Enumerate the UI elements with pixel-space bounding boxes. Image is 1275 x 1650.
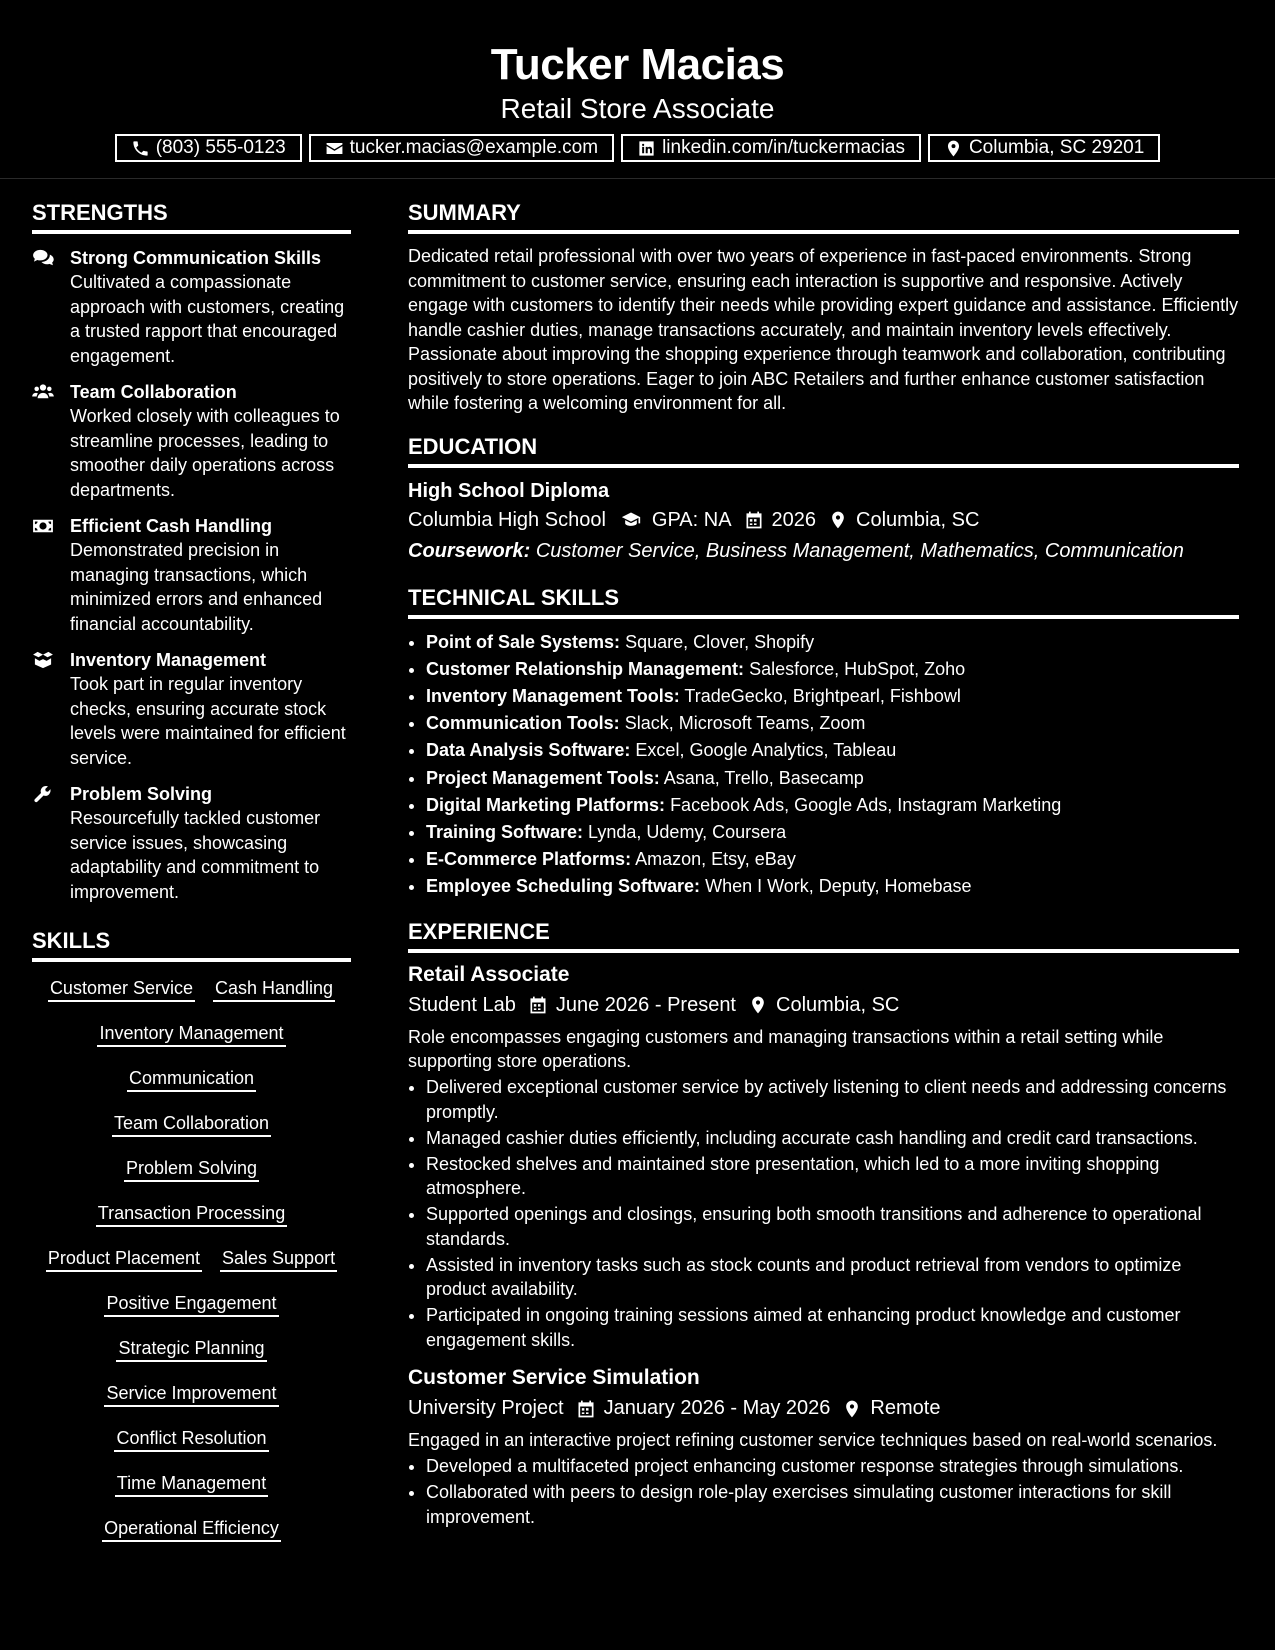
comments-icon <box>32 249 54 267</box>
experience-entry <box>408 963 1239 1353</box>
education-coursework <box>408 540 1239 563</box>
skill-tag: Conflict Resolution <box>114 1426 268 1452</box>
contact-location <box>928 134 1160 162</box>
tech-skill-value: Slack, Microsoft Teams, Zoom <box>624 713 866 734</box>
job-bullets <box>408 1075 1239 1352</box>
job-bullets <box>408 1454 1239 1529</box>
experience-entry <box>408 1366 1239 1529</box>
skill-tag: Problem Solving <box>124 1156 259 1182</box>
skills-heading: SKILLS <box>32 928 351 962</box>
list-item <box>426 710 1239 737</box>
money-bill-icon <box>32 517 54 535</box>
strength-desc: Took part in regular inventory checks, ensuring accurate stock levels were maintained for efficient service. <box>70 674 346 768</box>
wrench-icon <box>32 785 54 803</box>
users-icon <box>32 383 54 401</box>
tech-skill-label: Data Analysis Software: <box>426 740 631 761</box>
skill-tag: Customer Service <box>48 976 195 1002</box>
experience-section <box>408 919 1239 1530</box>
coursework-label: Coursework: <box>408 539 531 562</box>
strength-desc: Resourcefully tackled customer service issues, showcasing adaptability and commitment to improvement. <box>70 808 321 902</box>
list-item <box>426 737 1239 764</box>
summary-heading: SUMMARY <box>408 200 1239 234</box>
tech-skill-label: Inventory Management Tools: <box>426 685 680 706</box>
calendar-icon <box>576 1399 596 1419</box>
list-item <box>426 629 1239 656</box>
skill-tag: Strategic Planning <box>116 1336 266 1362</box>
skill-tag: Operational Efficiency <box>102 1516 281 1542</box>
strength-desc: Cultivated a compassionate approach with customers, creating a trusted rapport that encouraged engagement. <box>70 272 345 366</box>
tech-skill-label: Project Management Tools: <box>426 767 660 788</box>
skill-tag: Team Collaboration <box>112 1111 271 1137</box>
contact-bar <box>0 134 1275 162</box>
job-title: Customer Service Simulation <box>408 1366 700 1390</box>
list-item: • Delivered exceptional customer service by actively listening to client needs and addressing concerns promptly. <box>426 1075 1239 1124</box>
list-item <box>426 873 1239 900</box>
education-gpa: GPA: NA <box>651 508 732 531</box>
education-degree: High School Diploma <box>408 479 610 502</box>
tech-skill-value: Salesforce, HubSpot, Zoho <box>749 658 966 679</box>
skill-tag: Positive Engagement <box>104 1291 278 1317</box>
list-item: • Assisted in inventory tasks such as stock counts and product retrieval from vendors to optimize product availability. <box>426 1253 1239 1302</box>
skills-section <box>32 928 351 1561</box>
list-item <box>426 819 1239 846</box>
job-description: Role encompasses engaging customers and managing transactions within a retail setting while supporting store operations. <box>408 1026 1164 1072</box>
job-meta <box>408 994 1239 1017</box>
education-section <box>408 434 1239 563</box>
education-meta <box>408 509 1239 532</box>
tech-skill-label: E-Commerce Platforms: <box>426 849 632 870</box>
phone-icon <box>131 139 150 158</box>
tech-skill-value: Asana, Trello, Basecamp <box>663 767 864 788</box>
list-item: • Developed a multifaceted project enhancing customer response strategies through simulations. <box>426 1454 1239 1479</box>
graduation-cap-icon <box>618 510 644 530</box>
boxes-icon <box>32 651 54 669</box>
list-item: • Restocked shelves and maintained store presentation, which led to a more inviting shopping atmosphere. <box>426 1152 1239 1201</box>
tech-skill-value: Lynda, Udemy, Coursera <box>588 821 787 842</box>
job-location: Columbia, SC <box>776 993 900 1016</box>
education-location: Columbia, SC <box>856 508 980 531</box>
contact-phone-text: (803) 555-0123 <box>155 137 286 158</box>
list-item <box>426 683 1239 710</box>
calendar-icon <box>744 510 764 530</box>
tech-skill-label: Customer Relationship Management: <box>426 658 745 679</box>
job-meta <box>408 1397 1239 1420</box>
contact-email[interactable] <box>309 134 614 162</box>
job-location: Remote <box>870 1397 941 1420</box>
strengths-section <box>32 200 351 904</box>
list-item: • Supported openings and closings, ensuring both smooth transitions and adherence to operational standards. <box>426 1202 1239 1251</box>
coursework-list: Customer Service, Business Management, Mathematics, Communication <box>535 539 1184 562</box>
left-column <box>32 178 351 1561</box>
strength-desc: Demonstrated precision in managing transactions, which minimized errors and enhanced financial accountability. <box>70 540 323 634</box>
list-item: • Managed cashier duties efficiently, including accurate cash handling and credit card transactions. <box>426 1126 1239 1151</box>
contact-phone <box>115 134 302 162</box>
job-description: Engaged in an interactive project refining customer service techniques based on real-world scenarios. <box>408 1430 1218 1451</box>
contact-linkedin-text: linkedin.com/in/tuckermacias <box>662 137 905 158</box>
candidate-name: Tucker Macias <box>490 40 785 89</box>
tech-skill-value: Excel, Google Analytics, Tableau <box>635 740 897 761</box>
candidate-title: Retail Store Associate <box>500 93 775 124</box>
list-item <box>426 792 1239 819</box>
strengths-heading: STRENGTHS <box>32 200 351 234</box>
job-dates: June 2026 - Present <box>555 993 736 1016</box>
envelope-icon <box>325 139 344 158</box>
skill-tag: Communication <box>127 1066 256 1092</box>
strength-desc: Worked closely with colleagues to streamline processes, leading to smoother daily operations across departments. <box>70 406 340 500</box>
tech-skill-label: Communication Tools: <box>426 713 620 734</box>
right-column <box>408 178 1239 1529</box>
skill-tag: Sales Support <box>220 1246 337 1272</box>
strength-item <box>32 246 351 368</box>
contact-location-text: Columbia, SC 29201 <box>968 137 1145 158</box>
experience-heading: EXPERIENCE <box>408 919 1239 953</box>
location-icon <box>748 995 768 1015</box>
tech-skill-label: Digital Marketing Platforms: <box>426 794 666 815</box>
calendar-icon <box>528 995 548 1015</box>
strength-title: Strong Communication Skills <box>70 248 322 268</box>
strength-title: Efficient Cash Handling <box>70 516 273 536</box>
strength-item <box>32 514 351 636</box>
tech-skill-label: Training Software: <box>426 821 584 842</box>
list-item <box>426 656 1239 683</box>
tech-skill-value: Amazon, Etsy, eBay <box>635 849 796 870</box>
technical-skills-heading: TECHNICAL SKILLS <box>408 585 1239 619</box>
tech-skill-value: Square, Clover, Shopify <box>625 631 815 652</box>
location-icon <box>944 139 963 158</box>
job-org: University Project <box>408 1397 564 1420</box>
list-item: • Collaborated with peers to design role-play exercises simulating customer interactions for skill improvement. <box>426 1480 1239 1529</box>
contact-linkedin[interactable] <box>621 134 921 162</box>
location-icon <box>842 1399 862 1419</box>
tech-skill-label: Point of Sale Systems: <box>426 631 621 652</box>
linkedin-icon <box>637 139 656 158</box>
summary-section <box>408 200 1239 416</box>
summary-text: Dedicated retail professional with over two years of experience in fast-paced environments. Strong commitment to customer service, ensuring each interaction is supportive and responsive. Actively engage with customers to identify their needs while providing expert guidance and assistance. Efficiently handle cashier duties, manage transactions accurately, and maintain inventory levels effectively. Passionate about improving the shopping experience through teamwork and collaboration, contributing positively to store operations. Eager to join ABC Retailers and further enhance customer satisfaction while fostering a welcoming environment for all. <box>408 246 1239 413</box>
list-item <box>426 846 1239 873</box>
job-org: Student Lab <box>408 993 516 1016</box>
strength-title: Problem Solving <box>70 784 213 804</box>
list-item <box>426 765 1239 792</box>
education-year: 2026 <box>771 508 817 531</box>
contact-email-text: tucker.macias@example.com <box>349 137 599 158</box>
skill-tag: Service Improvement <box>104 1381 278 1407</box>
tech-skill-value: TradeGecko, Brightpearl, Fishbowl <box>684 685 961 706</box>
strength-title: Inventory Management <box>70 650 267 670</box>
strength-title: Team Collaboration <box>70 382 237 402</box>
tech-skill-value: When I Work, Deputy, Homebase <box>705 876 972 897</box>
education-heading: EDUCATION <box>408 434 1239 468</box>
tech-skill-label: Employee Scheduling Software: <box>426 876 701 897</box>
resume-header <box>0 0 1275 179</box>
skill-tag: Inventory Management <box>97 1021 285 1047</box>
skill-tag: Cash Handling <box>213 976 335 1002</box>
skills-list <box>32 962 351 1561</box>
tech-skill-value: Facebook Ads, Google Ads, Instagram Marketing <box>670 794 1062 815</box>
strength-item <box>32 782 351 904</box>
skill-tag: Transaction Processing <box>96 1201 287 1227</box>
technical-skills-section <box>408 585 1239 901</box>
job-title: Retail Associate <box>408 962 570 986</box>
skill-tag: Time Management <box>115 1471 268 1497</box>
skill-tag: Product Placement <box>46 1246 202 1272</box>
location-icon <box>828 510 848 530</box>
technical-skills-list <box>408 629 1239 901</box>
job-dates: January 2026 - May 2026 <box>603 1397 831 1420</box>
strength-item <box>32 380 351 502</box>
strength-item <box>32 648 351 770</box>
education-school: Columbia High School <box>408 508 606 531</box>
list-item: • Participated in ongoing training sessions aimed at enhancing product knowledge and customer engagement skills. <box>426 1303 1239 1352</box>
